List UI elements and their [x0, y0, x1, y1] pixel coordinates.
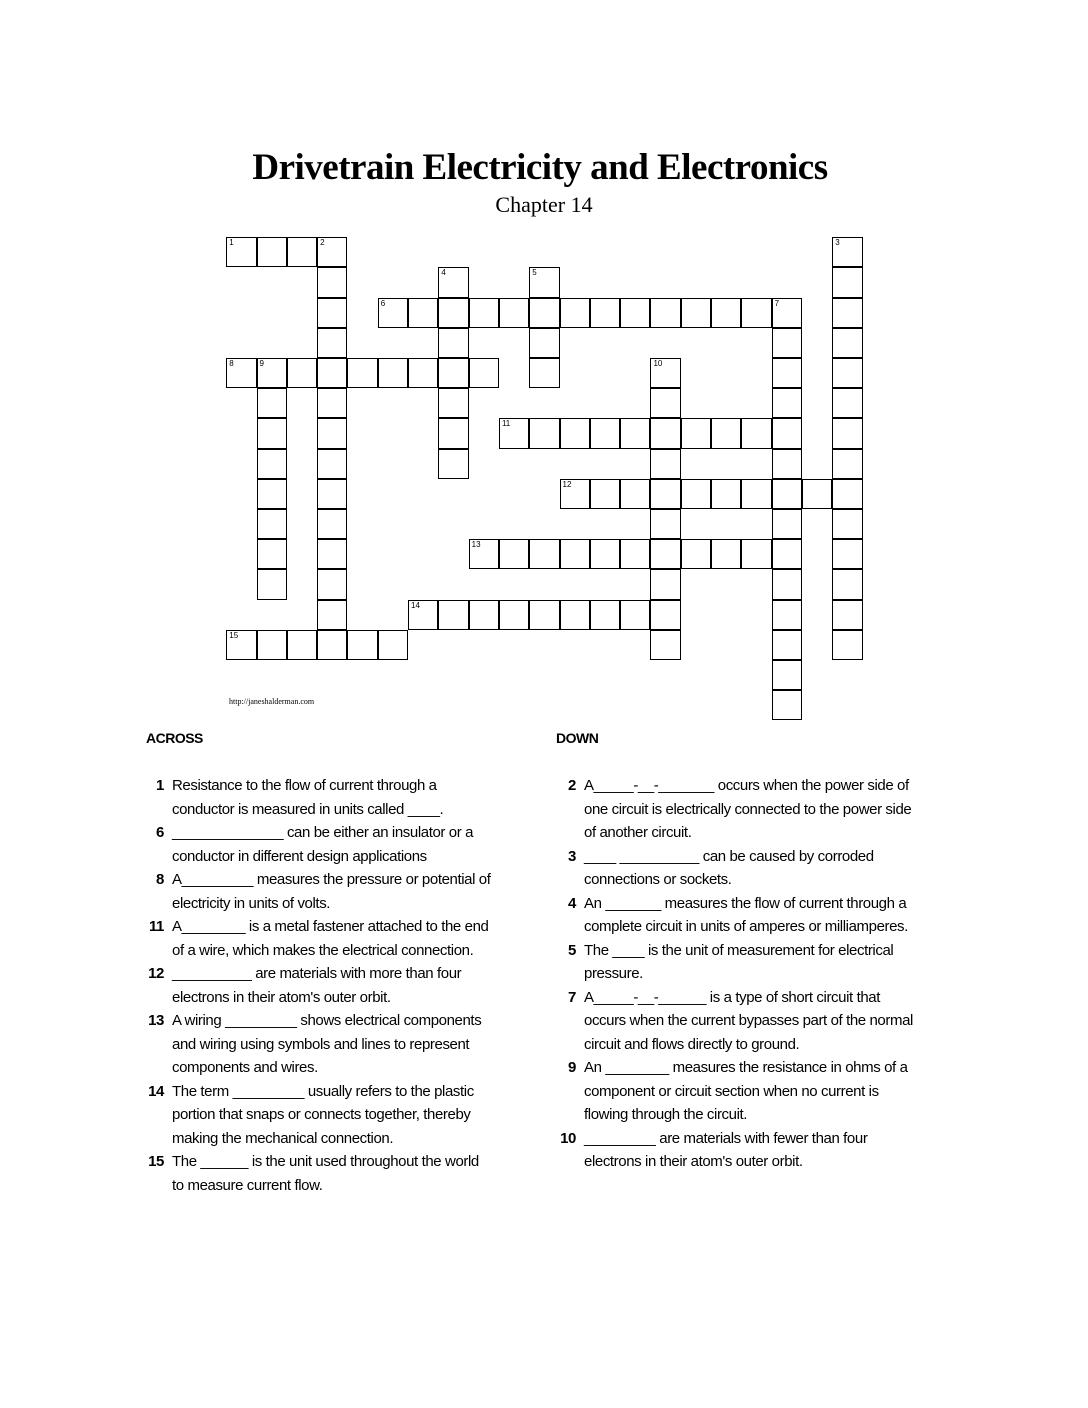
clue-number: 2 — [568, 777, 576, 794]
grid-cell[interactable] — [438, 267, 468, 297]
grid-cell[interactable] — [741, 418, 771, 448]
clue-text: A_____-__-______ is a type of short circuit that occurs when the current bypasses part of the normal circuit and flows directly to ground. — [584, 988, 913, 1053]
clue-across-1 — [134, 774, 494, 821]
grid-cell[interactable] — [772, 479, 802, 509]
grid-cell[interactable] — [529, 267, 559, 297]
grid-cell[interactable] — [529, 600, 559, 630]
grid-cell[interactable] — [772, 630, 802, 660]
grid-cell[interactable] — [257, 449, 287, 479]
grid-cell[interactable] — [560, 418, 590, 448]
cell-number: 10 — [653, 359, 663, 369]
grid-cell[interactable] — [650, 630, 680, 660]
page-subtitle: Chapter 14 — [495, 192, 593, 217]
clue-number: 5 — [568, 941, 576, 959]
grid-cell[interactable] — [529, 418, 559, 448]
grid-cell[interactable] — [257, 237, 287, 267]
clue-number: 8 — [156, 871, 164, 888]
grid-cell[interactable] — [317, 539, 347, 569]
cell-number: 15 — [229, 630, 239, 640]
grid-cell[interactable] — [560, 298, 590, 328]
grid-cell[interactable] — [772, 509, 802, 539]
grid-cell[interactable] — [620, 600, 650, 630]
grid-cell[interactable] — [408, 358, 438, 388]
grid-cell[interactable] — [287, 358, 317, 388]
cell-number: 7 — [774, 298, 780, 308]
grid-cell[interactable] — [741, 298, 771, 328]
clue-across-6 — [134, 821, 494, 868]
cell-number: 14 — [411, 600, 420, 610]
grid-cell[interactable] — [257, 388, 287, 418]
clue-text: The ____ is the unit of measurement for electrical pressure. — [584, 941, 894, 982]
clue-text: An ________ measures the resistance in ohms of a component or circuit section when no current is flowing through the circuit. — [584, 1059, 908, 1123]
grid-cell[interactable] — [317, 358, 347, 388]
grid-cell[interactable] — [529, 539, 559, 569]
grid-cell[interactable] — [560, 600, 590, 630]
grid-cell[interactable] — [317, 509, 347, 539]
grid-cell[interactable] — [772, 539, 802, 569]
grid-cell[interactable] — [681, 539, 711, 569]
grid-cell[interactable] — [832, 267, 862, 297]
grid-cell[interactable] — [772, 418, 802, 448]
grid-cell[interactable] — [378, 298, 408, 328]
clue-number: 15 — [148, 1153, 164, 1170]
grid-cell[interactable] — [529, 328, 559, 358]
grid-cell[interactable] — [650, 479, 680, 509]
grid-cell[interactable] — [257, 479, 287, 509]
grid-cell[interactable] — [438, 298, 468, 328]
grid-cell[interactable] — [650, 509, 680, 539]
grid-cell[interactable] — [438, 449, 468, 479]
grid-cell[interactable] — [317, 630, 347, 660]
grid-cell[interactable] — [226, 237, 256, 267]
clue-number: 1 — [156, 777, 164, 794]
clue-text: An _______ measures the flow of current through a complete circuit in units of amperes or milliamperes. — [584, 894, 908, 935]
clue-down-4 — [546, 892, 916, 939]
grid-cell[interactable] — [832, 388, 862, 418]
clue-down-9 — [546, 1056, 916, 1127]
clue-number: 6 — [156, 824, 164, 841]
grid-cell[interactable] — [438, 600, 468, 630]
down-heading: DOWN — [556, 730, 599, 746]
cell-number: 1 — [229, 238, 234, 248]
grid-cell[interactable] — [287, 630, 317, 660]
grid-cell[interactable] — [832, 328, 862, 358]
grid-cell[interactable] — [832, 449, 862, 479]
grid-cell[interactable] — [317, 569, 347, 599]
grid-cell[interactable] — [620, 539, 650, 569]
clue-number: 14 — [148, 1082, 164, 1100]
grid-cell[interactable] — [529, 358, 559, 388]
clue-number: 11 — [148, 918, 164, 935]
clue-text: The ______ is the unit used throughout the world to measure current flow. — [172, 1153, 479, 1194]
grid-cell[interactable] — [681, 298, 711, 328]
grid-cell[interactable] — [650, 569, 680, 599]
grid-cell[interactable] — [347, 630, 377, 660]
clue-number: 4 — [568, 894, 576, 912]
grid-cell[interactable] — [590, 600, 620, 630]
grid-cell[interactable] — [438, 388, 468, 418]
grid-cell[interactable] — [257, 539, 287, 569]
clue-across-11 — [134, 915, 494, 962]
clue-number: 13 — [148, 1012, 164, 1029]
page-title: Drivetrain Electricity and Electronics — [252, 147, 828, 188]
clue-text: __________ are materials with more than four electrons in their atom's outer orbit. — [172, 965, 462, 1006]
grid-cell[interactable] — [590, 418, 620, 448]
grid-cell[interactable] — [832, 237, 862, 267]
grid-cell[interactable] — [650, 600, 680, 630]
grid-cell[interactable] — [620, 418, 650, 448]
grid-cell[interactable] — [772, 449, 802, 479]
grid-cell[interactable] — [499, 539, 529, 569]
clue-text: A_____-__-_______ occurs when the power side of one circuit is electrically connected to the power side of another circuit. — [584, 777, 912, 841]
grid-cell[interactable] — [560, 539, 590, 569]
grid-cell[interactable] — [378, 630, 408, 660]
grid-cell[interactable] — [590, 298, 620, 328]
grid-cell[interactable] — [650, 298, 680, 328]
grid-cell[interactable] — [529, 298, 559, 328]
grid-cell[interactable] — [257, 569, 287, 599]
grid-cell[interactable] — [257, 630, 287, 660]
clue-number: 12 — [148, 965, 164, 982]
cell-number: 13 — [471, 540, 481, 550]
grid-cell[interactable] — [226, 358, 256, 388]
grid-cell[interactable] — [832, 509, 862, 539]
grid-cell[interactable] — [832, 479, 862, 509]
grid-cell[interactable] — [832, 358, 862, 388]
clue-across-12 — [134, 962, 494, 1009]
grid-cell[interactable] — [802, 479, 832, 509]
grid-cell[interactable] — [832, 630, 862, 660]
clue-down-7 — [546, 986, 916, 1057]
clue-across-8 — [134, 868, 494, 915]
grid-cell[interactable] — [832, 600, 862, 630]
source-url: http://janeshalderman.com — [229, 697, 315, 706]
grid-cell[interactable] — [711, 418, 741, 448]
grid-cell[interactable] — [772, 388, 802, 418]
cell-number: 2 — [320, 238, 325, 248]
grid-cell[interactable] — [317, 237, 347, 267]
grid-cell[interactable] — [317, 298, 347, 328]
grid-cell[interactable] — [711, 479, 741, 509]
cell-number: 9 — [259, 359, 264, 369]
clue-number: 7 — [568, 988, 576, 1006]
cell-number: 6 — [380, 298, 386, 308]
grid-cell[interactable] — [681, 418, 711, 448]
grid-cell[interactable] — [650, 539, 680, 569]
grid-cell[interactable] — [438, 418, 468, 448]
clue-text: A_________ measures the pressure or potential of electricity in units of volts. — [172, 871, 491, 912]
grid-cell[interactable] — [620, 479, 650, 509]
grid-cell[interactable] — [408, 298, 438, 328]
clue-down-2 — [546, 774, 916, 845]
clue-number: 3 — [568, 847, 576, 865]
grid-cell[interactable] — [257, 358, 287, 388]
grid-cell[interactable] — [741, 479, 771, 509]
clue-number: 10 — [560, 1129, 576, 1147]
clue-text: ______________ can be either an insulator or a conductor in different design applications — [172, 824, 474, 865]
grid-cell[interactable] — [287, 237, 317, 267]
grid-cell[interactable] — [317, 479, 347, 509]
clue-down-3 — [546, 845, 916, 892]
grid-cell[interactable] — [650, 418, 680, 448]
grid-cell[interactable] — [317, 267, 347, 297]
down-clues — [546, 774, 916, 1174]
cell-number: 8 — [229, 359, 234, 369]
clue-down-5 — [546, 939, 916, 986]
grid-cell[interactable] — [408, 600, 438, 630]
grid-cell[interactable] — [499, 298, 529, 328]
grid-cell[interactable] — [832, 418, 862, 448]
clue-text: ____ __________ can be caused by corroded connections or sockets. — [584, 847, 874, 888]
grid-cell[interactable] — [469, 298, 499, 328]
grid-cell[interactable] — [347, 358, 377, 388]
grid-cell[interactable] — [317, 418, 347, 448]
grid-cell[interactable] — [772, 600, 802, 630]
grid-cell[interactable] — [832, 569, 862, 599]
grid-cell[interactable] — [772, 358, 802, 388]
grid-cell[interactable] — [226, 630, 256, 660]
crossword-grid — [227, 238, 867, 698]
grid-cell[interactable] — [499, 418, 529, 448]
grid-cell[interactable] — [317, 388, 347, 418]
grid-cell[interactable] — [438, 358, 468, 388]
grid-cell[interactable] — [590, 479, 620, 509]
grid-cell[interactable] — [317, 600, 347, 630]
grid-cell[interactable] — [317, 449, 347, 479]
across-heading: ACROSS — [146, 730, 203, 746]
grid-cell[interactable] — [257, 418, 287, 448]
clue-across-14 — [134, 1080, 494, 1151]
grid-cell[interactable] — [499, 600, 529, 630]
grid-cell[interactable] — [620, 298, 650, 328]
grid-cell[interactable] — [560, 479, 590, 509]
clue-text: A________ is a metal fastener attached to the end of a wire, which makes the electrical connection. — [172, 918, 489, 959]
cell-number: 11 — [501, 419, 511, 429]
grid-cell[interactable] — [378, 358, 408, 388]
cell-number: 3 — [835, 238, 840, 248]
grid-cell[interactable] — [772, 298, 802, 328]
across-clues — [134, 774, 494, 1197]
clue-text: _________ are materials with fewer than four electrons in their atom's outer orbit. — [584, 1129, 868, 1170]
grid-cell[interactable] — [772, 569, 802, 599]
grid-cell[interactable] — [711, 298, 741, 328]
clue-text: The term _________ usually refers to the plastic portion that snaps or connects together, thereby making the mechanical connection. — [172, 1082, 474, 1147]
grid-cell[interactable] — [469, 539, 499, 569]
grid-cell[interactable] — [832, 539, 862, 569]
grid-cell[interactable] — [772, 660, 802, 690]
grid-cell[interactable] — [317, 328, 347, 358]
clue-text: Resistance to the flow of current through a conductor is measured in units called ____. — [172, 777, 444, 818]
grid-cell[interactable] — [741, 539, 771, 569]
cell-number: 12 — [562, 479, 572, 489]
grid-cell[interactable] — [257, 509, 287, 539]
grid-cell[interactable] — [469, 600, 499, 630]
cell-number: 4 — [441, 268, 446, 278]
grid-cell[interactable] — [469, 358, 499, 388]
grid-cell[interactable] — [832, 298, 862, 328]
grid-cell[interactable] — [772, 328, 802, 358]
grid-cell[interactable] — [711, 539, 741, 569]
clue-across-13 — [134, 1009, 494, 1080]
clue-down-10 — [546, 1127, 916, 1174]
clue-number: 9 — [568, 1059, 576, 1076]
grid-cell[interactable] — [650, 388, 680, 418]
cell-number: 5 — [532, 268, 537, 278]
grid-cell[interactable] — [438, 328, 468, 358]
grid-cell[interactable] — [772, 690, 802, 720]
grid-cell[interactable] — [681, 479, 711, 509]
clue-across-15 — [134, 1150, 494, 1197]
grid-cell[interactable] — [650, 449, 680, 479]
grid-cell[interactable] — [590, 539, 620, 569]
clue-text: A wiring _________ shows electrical components and wiring using symbols and lines to represent components and wires. — [172, 1012, 482, 1076]
grid-cell[interactable] — [650, 358, 680, 388]
